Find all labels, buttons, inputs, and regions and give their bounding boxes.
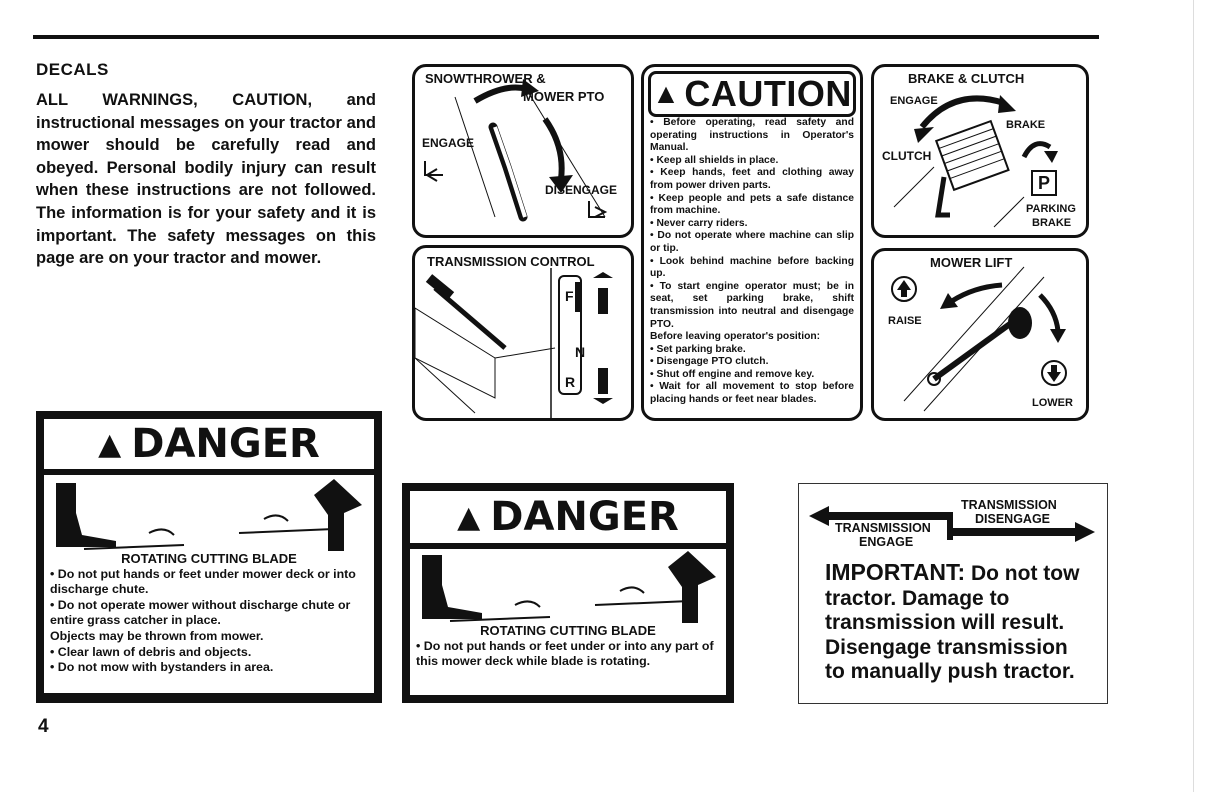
danger-text: [44, 551, 374, 693]
danger-pictogram: [410, 549, 726, 627]
caution-decal: [641, 64, 863, 421]
margin-rule: [1193, 0, 1194, 792]
important-message: [825, 560, 1087, 685]
brake-label: BRAKE: [1006, 119, 1046, 131]
parking-brake-label: BRAKE: [1032, 217, 1072, 229]
mower-lift-decal: [871, 248, 1089, 421]
transmission-illustration: [415, 248, 631, 418]
top-rule: [33, 35, 1099, 39]
caution-item: Before leaving operator's position:: [650, 331, 821, 343]
caution-item: • Keep hands, feet and clothing away from power driven parts.: [650, 167, 854, 191]
danger-item: • Do not put hands or feet under mower deck or into discharge chute.: [50, 566, 356, 597]
lift-lever-illustration: [874, 251, 1086, 418]
danger-header: [410, 491, 726, 543]
caution-item: • Disengage PTO clutch.: [650, 356, 769, 368]
disengage-line1: TRANSMISSION: [961, 498, 1057, 512]
warning-triangle-icon: ▲: [98, 426, 122, 462]
danger-decal-deck: [402, 483, 734, 703]
danger-item: Objects may be thrown from mower.: [50, 628, 264, 643]
caution-item: • Set parking brake.: [650, 343, 746, 355]
caution-item: • Do not operate where machine can slip or tip.: [650, 230, 854, 254]
transmission-reverse: R: [565, 374, 576, 390]
important-decal: [798, 483, 1108, 704]
caution-item: • Keep all shields in place.: [650, 154, 779, 166]
caution-item: • Never carry riders.: [650, 217, 748, 229]
lower-label: LOWER: [1032, 397, 1073, 409]
danger-item: • Clear lawn of debris and objects.: [50, 644, 252, 659]
intro-paragraph: ALL WARNINGS, CAUTION, and instructional messages on your tractor and mower should be carefully read and obeyed. Personal bodily injury can result when these instructions are not followed. The information is for your safety and it is important. The safety messages on this page are on your tractor and mower.: [36, 91, 376, 268]
danger-title: DANGER: [131, 421, 320, 467]
disengage-line2: DISENGAGE: [975, 512, 1051, 526]
danger-subtitle: ROTATING CUTTING BLADE: [121, 551, 297, 566]
warning-triangle-icon: ▲: [457, 499, 481, 535]
brake-clutch-title: BRAKE & CLUTCH: [908, 71, 1025, 86]
clutch-label: CLUTCH: [882, 149, 932, 163]
danger-pictogram: [44, 475, 374, 553]
important-body: Do not tow tractor. Damage to transmission will result. Disengage transmission to manually push tractor.: [825, 562, 1080, 683]
brake-engage-label: ENGAGE: [890, 95, 938, 107]
danger-title: DANGER: [490, 494, 679, 540]
caution-item: • Keep people and pets a safe distance from machine.: [650, 192, 854, 217]
danger-header: [44, 419, 374, 469]
pto-disengage-label: DISENGAGE: [545, 183, 618, 197]
danger-text: [410, 623, 726, 695]
caution-header: [648, 71, 856, 117]
transmission-title: TRANSMISSION CONTROL: [427, 254, 595, 269]
mower-lift-title: MOWER LIFT: [930, 255, 1013, 270]
danger-item: • Do not operate mower without discharge chute or entire grass catcher in place.: [50, 597, 351, 628]
caution-list: [650, 117, 854, 407]
caution-item: • Before operating, read safety and operating instructions in Operator's Manual.: [650, 117, 854, 154]
important-lead: IMPORTANT:: [825, 559, 966, 585]
brake-clutch-decal: [871, 64, 1089, 238]
caution-item: • Shut off engine and remove key.: [650, 368, 815, 380]
transmission-decal: [412, 245, 634, 421]
danger-decal-rotating-blade: [36, 411, 382, 703]
page-number: 4: [38, 716, 49, 737]
section-heading: DECALS: [36, 60, 109, 79]
caution-item: • To start engine operator must; be in seat, set parking brake, shift transmission into neutral and disengage PTO.: [650, 280, 854, 330]
engage-line1: TRANSMISSION: [835, 521, 931, 535]
caution-title: CAUTION: [684, 73, 852, 114]
danger-subtitle: ROTATING CUTTING BLADE: [480, 623, 656, 638]
pto-decal: [412, 64, 634, 238]
pto-title-1: SNOWTHROWER &: [425, 71, 546, 86]
transmission-forward: F: [565, 288, 574, 304]
warning-triangle-icon: ▲: [652, 78, 681, 109]
pto-title-2: MOWER PTO: [523, 89, 605, 104]
caution-item: • Look behind machine before backing up.: [650, 255, 854, 280]
danger-item: • Do not mow with bystanders in area.: [50, 660, 274, 675]
pto-engage-label: ENGAGE: [422, 136, 475, 150]
hand-foot-blade-icon: [44, 475, 374, 553]
engage-line2: ENGAGE: [859, 535, 914, 549]
danger-item: • Do not put hands or feet under or into any part of this mower deck while blade is rotating.: [416, 638, 714, 669]
caution-item: • Wait for all movement to stop before placing hands or feet near blades.: [650, 381, 854, 406]
raise-label: RAISE: [888, 315, 922, 327]
hand-foot-blade-icon: [410, 549, 726, 627]
transmission-neutral: N: [575, 344, 586, 360]
parking-label: PARKING: [1026, 203, 1076, 215]
transmission-arrow-icon: [799, 484, 1107, 554]
park-p-label: P: [1038, 173, 1051, 193]
